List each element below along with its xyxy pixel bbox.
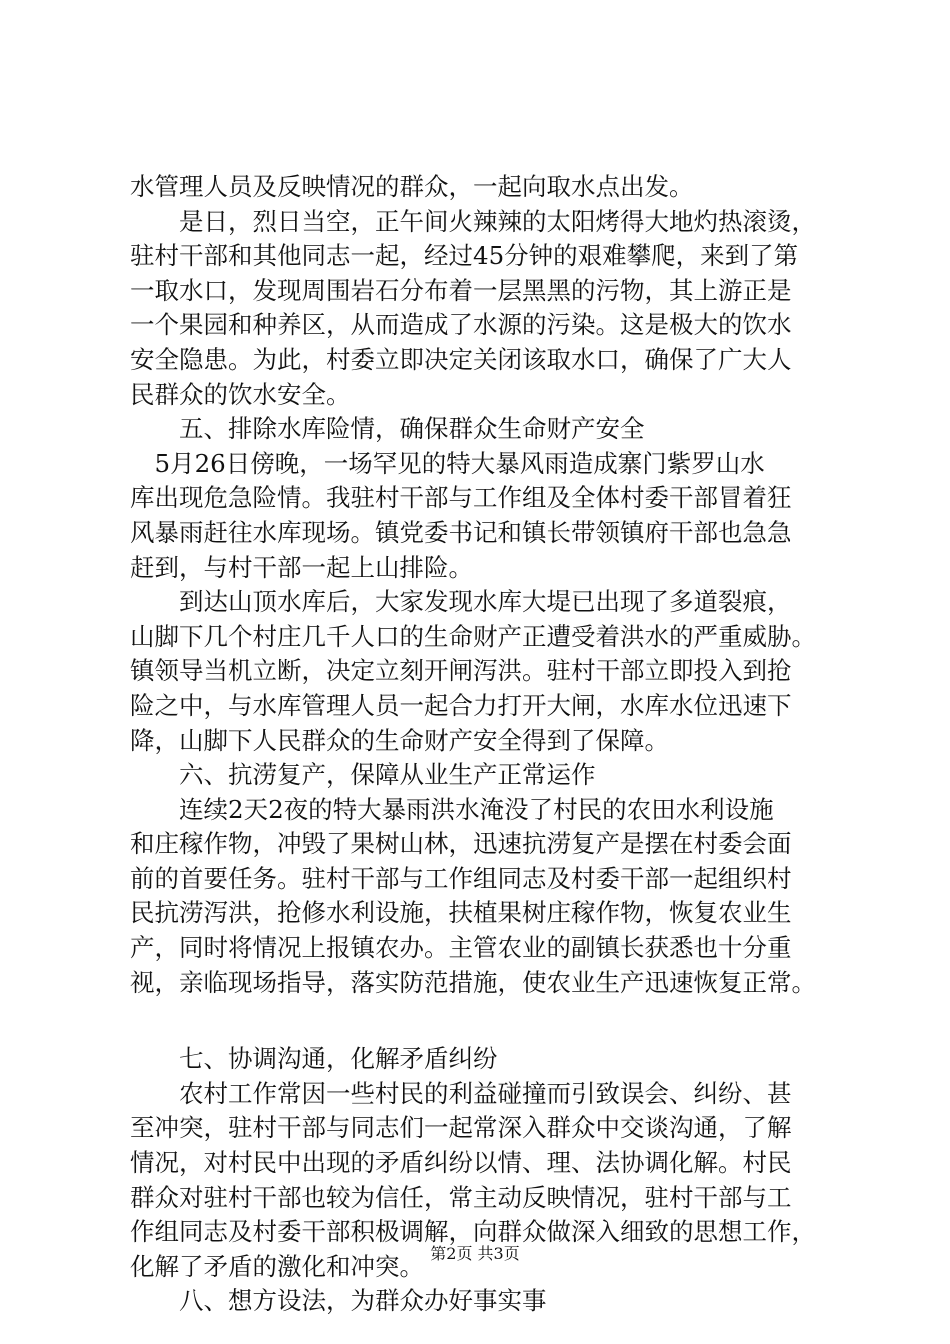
text-line: 连续2天2夜的特大暴雨洪水淹没了村民的农田水利设施 bbox=[130, 794, 774, 824]
text-line: 降，山脚下人民群众的生命财产安全得到了保障。 bbox=[130, 725, 669, 755]
text-line: 山脚下几个村庄几千人口的生命财产正遭受着洪水的严重威胁。 bbox=[130, 621, 816, 651]
text-line: 六、抗涝复产，保障从业生产正常运作 bbox=[130, 760, 596, 790]
text-line: 险之中，与水库管理人员一起合力打开大闸，水库水位迅速下 bbox=[130, 690, 792, 720]
text-line: 是日，烈日当空，正午间火辣辣的太阳烤得大地灼热滚烫， bbox=[130, 206, 816, 236]
text-line: 农村工作常因一些村民的利益碰撞而引致误会、纠纷、甚 bbox=[130, 1078, 792, 1108]
text-line: 5月26日傍晚，一场罕见的特大暴风雨造成寨门紫罗山水 bbox=[130, 448, 765, 478]
document-body bbox=[130, 170, 830, 1319]
text-line: 和庄稼作物，冲毁了果树山林，迅速抗涝复产是摆在村委会面 bbox=[130, 829, 792, 859]
text-line: 七、协调沟通，化解矛盾纠纷 bbox=[130, 1044, 498, 1074]
text-line: 产，同时将情况上报镇农办。主管农业的副镇长获悉也十分重 bbox=[130, 933, 792, 963]
text-line: 前的首要任务。驻村干部与工作组同志及村委干部一起组织村 bbox=[130, 863, 792, 893]
text-line: 作组同志及村委干部积极调解，向群众做深入细致的思想工作， bbox=[130, 1217, 816, 1247]
text-line: 一取水口，发现周围岩石分布着一层黑黑的污物，其上游正是 bbox=[130, 275, 792, 305]
text-line: 五、排除水库险情，确保群众生命财产安全 bbox=[130, 414, 645, 444]
text-line: 风暴雨赶往水库现场。镇党委书记和镇长带领镇府干部也急急 bbox=[130, 517, 792, 547]
text-block-2 bbox=[130, 1042, 830, 1319]
text-line: 民群众的饮水安全。 bbox=[130, 379, 351, 409]
text-line: 到达山顶水库后，大家发现水库大堤已出现了多道裂痕， bbox=[130, 587, 792, 617]
paragraph-gap bbox=[130, 1000, 830, 1042]
text-line: 水管理人员及反映情况的群众，一起向取水点出发。 bbox=[130, 172, 694, 201]
text-line: 赶到，与村干部一起上山排险。 bbox=[130, 552, 473, 582]
text-line: 至冲突，驻村干部与同志们一起常深入群众中交谈沟通，了解 bbox=[130, 1113, 792, 1143]
text-line: 视，亲临现场指导，落实防范措施，使农业生产迅速恢复正常。 bbox=[130, 967, 816, 997]
text-line: 民抗涝泻洪，抢修水利设施，扶植果树庄稼作物，恢复农业生 bbox=[130, 898, 792, 928]
text-line: 驻村干部和其他同志一起，经过45分钟的艰难攀爬，来到了第 bbox=[130, 241, 799, 271]
text-block-1 bbox=[130, 170, 830, 1000]
text-line: 安全隐患。为此，村委立即决定关闭该取水口，确保了广大人 bbox=[130, 344, 792, 374]
text-line: 情况，对村民中出现的矛盾纠纷以情、理、法协调化解。村民 bbox=[130, 1148, 792, 1178]
text-line: 镇领导当机立断，决定立刻开闸泻洪。驻村干部立即投入到抢 bbox=[130, 656, 792, 686]
text-line: 群众对驻村干部也较为信任，常主动反映情况，驻村干部与工 bbox=[130, 1182, 792, 1212]
text-line: 化解了矛盾的激化和冲突。 bbox=[130, 1251, 424, 1281]
text-line: 一个果园和种养区，从而造成了水源的污染。这是极大的饮水 bbox=[130, 310, 792, 340]
page-footer: 第2页 共3页 bbox=[430, 1244, 520, 1263]
text-line: 库出现危急险情。我驻村干部与工作组及全体村委干部冒着狂 bbox=[130, 483, 792, 513]
text-line: 八、想方设法，为群众办好事实事 bbox=[130, 1286, 547, 1316]
